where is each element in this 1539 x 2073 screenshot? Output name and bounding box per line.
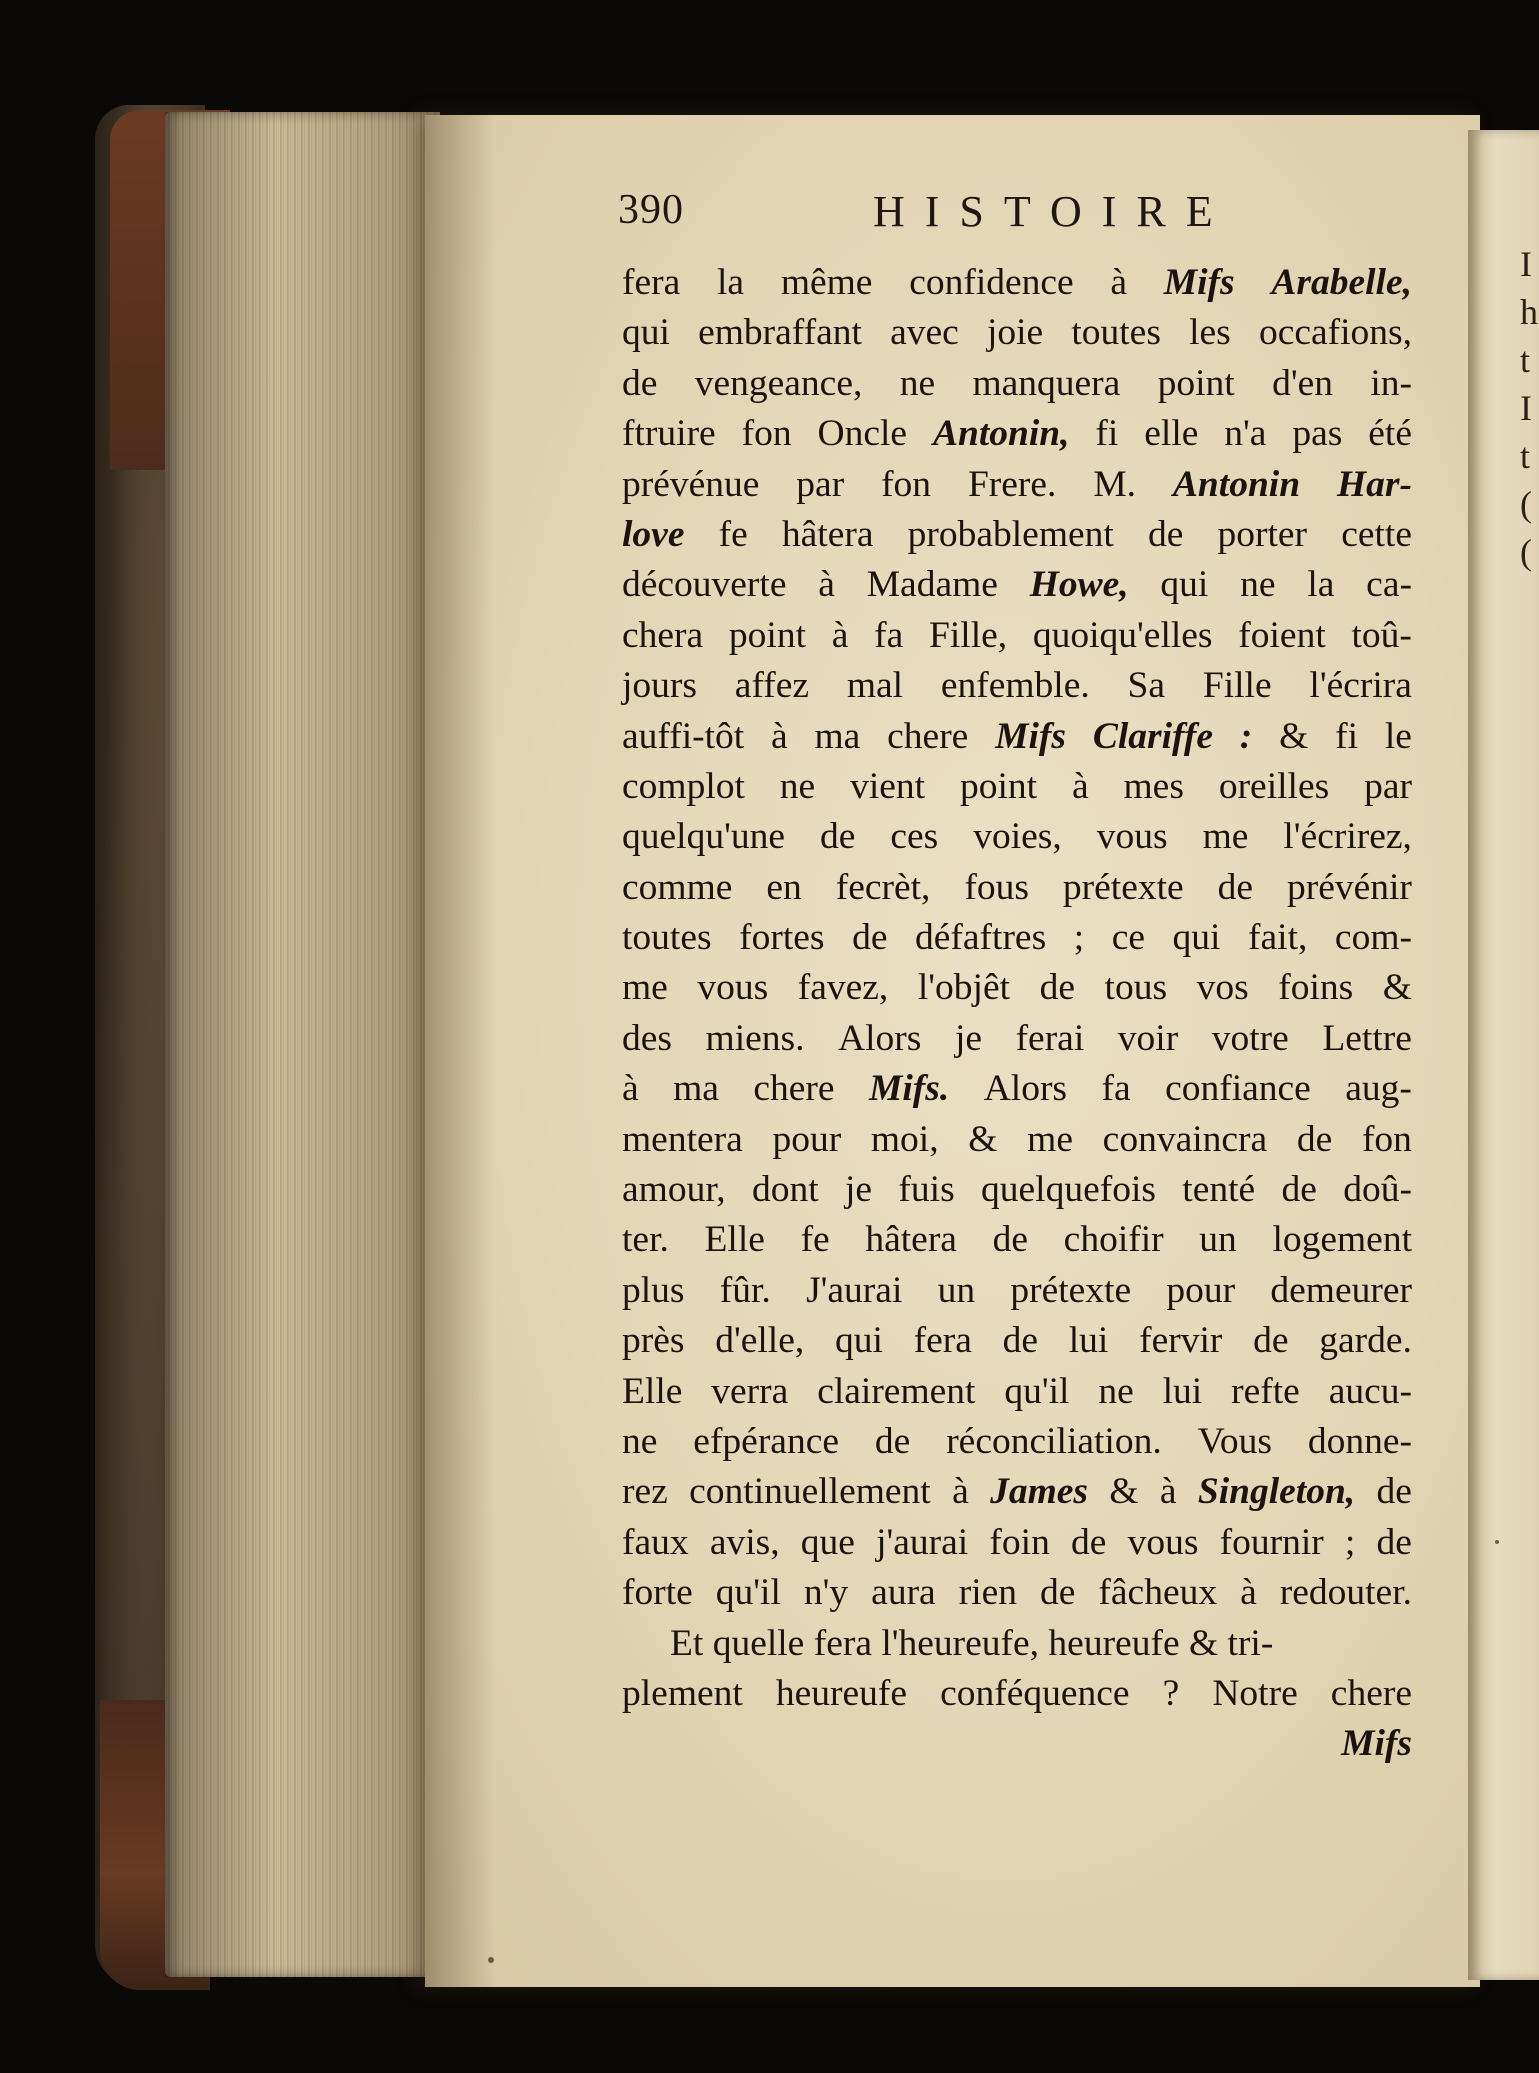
word: Fille, [929,614,1008,656]
word: & [1109,1471,1139,1513]
word: quoiqu'elles [1032,614,1213,656]
text-line [622,611,1412,661]
word: fournir [1219,1521,1324,1563]
word: qu'il [1004,1370,1070,1412]
word: cette [1341,513,1412,555]
facing-page-text [1520,240,1539,576]
text-line [622,1266,1412,1316]
word: auffi-tôt [622,715,745,757]
word: avis, [709,1521,780,1563]
word: voies, [973,816,1062,858]
word: clairement [817,1370,976,1412]
word: ma [814,715,861,757]
word: à [1159,1471,1177,1513]
word: à [818,564,835,606]
word: été [1368,413,1412,455]
italic-word: Arabelle, [1271,262,1412,303]
word: Elle [622,1370,683,1412]
word: refte [1231,1370,1300,1412]
word: embraffant [698,312,862,354]
word: enfemble. [940,665,1090,707]
text-line [622,1165,1412,1215]
word: verra [711,1370,789,1412]
word: aucu- [1328,1370,1412,1412]
word: vous [1096,816,1168,858]
word: de [1040,1572,1076,1614]
page-number: 390 [618,187,684,233]
word: fon [741,413,792,455]
word: vous [1127,1521,1199,1563]
word: par [796,463,845,505]
word: jours [622,665,697,707]
word: aug- [1345,1068,1412,1110]
word: je [845,1169,873,1211]
text-line [622,1417,1412,1467]
word: lui [1162,1370,1203,1412]
word: fe [718,513,748,555]
word: toutes [622,917,712,959]
word: & [968,1118,998,1160]
italic-word: Antonin [1172,463,1301,505]
facing-glyph: ( [1520,484,1532,524]
text-segment: Et quelle fera l'heureufe, heureufe & tri- [670,1622,1274,1664]
word: prévénir [1286,866,1412,908]
word: point [1157,362,1235,404]
word: de [874,1420,911,1462]
text-line [622,1367,1412,1417]
word: plus [622,1269,685,1311]
word: à [1240,1572,1257,1614]
text-line [622,963,1412,1013]
word: aura [871,1572,936,1614]
word: garde. [1319,1320,1412,1362]
word: fâcheux [1098,1572,1218,1614]
text-line [622,1316,1412,1366]
text-line [622,863,1412,913]
word: chere [753,1068,835,1110]
facing-glyph: t [1520,436,1531,476]
text-line [622,409,1412,459]
text-line [622,1115,1412,1165]
running-head [618,186,1478,236]
word: Frere. [967,463,1057,505]
ink-spot [488,1957,494,1963]
italic-word: Howe, [1029,564,1129,606]
word: n'a [1224,413,1267,455]
word: affez [734,665,810,707]
word: vengeance, [694,362,863,404]
word: faux [622,1521,689,1563]
word: complot [622,765,745,807]
word: de [1039,967,1075,1009]
word: même [780,262,873,303]
word: ne [622,1420,658,1462]
text-line [622,1215,1412,1265]
word: me [1202,816,1249,858]
running-head-title: HISTOIRE [873,187,1233,236]
facing-glyph: t [1520,340,1531,380]
word: conféquence [940,1672,1130,1714]
text-line [622,1619,1412,1669]
text-line [622,1518,1412,1568]
facing-glyph: ( [1520,532,1532,572]
word: hâtera [865,1219,957,1261]
word: fûr. [719,1269,771,1311]
word: l'objêt [917,967,1011,1009]
word: l'écrira [1309,665,1412,707]
word: qui [834,1320,883,1362]
word: rien [958,1572,1018,1614]
word: mal [846,665,904,707]
word: un [937,1269,976,1311]
word: à [771,715,788,757]
word: des [622,1017,672,1059]
word: amour, [622,1169,726,1211]
word: ne [779,765,816,807]
word: défaftres [915,917,1047,959]
word: fi [1335,715,1359,757]
word: convaincra [1102,1118,1268,1160]
word: en [766,866,802,908]
word: fon [1361,1118,1412,1160]
word: M. [1093,463,1137,505]
word: à [1110,262,1128,303]
text-line [622,1719,1412,1769]
word: qui [1172,917,1221,959]
word: qui [622,312,670,354]
word: ce [1111,917,1145,959]
word: fe [800,1219,830,1261]
word: les [1189,312,1231,354]
facing-glyph: I [1520,244,1532,284]
word: vos [1196,967,1249,1009]
word: occafions, [1258,312,1412,354]
word: me [1027,1118,1073,1160]
word: Alors [983,1068,1068,1110]
word: efpérance [693,1420,839,1462]
text-line [622,913,1412,963]
word: demeurer [1270,1269,1412,1311]
word: comme [622,866,733,908]
italic-word: James [990,1471,1088,1513]
text-line [622,661,1412,711]
word: foins [1278,967,1354,1009]
text-line [622,460,1412,510]
word: près [622,1320,685,1362]
word: le [1384,715,1412,757]
word: fortes [739,917,825,959]
word: voir [1117,1017,1179,1059]
word: fait, [1248,917,1308,959]
word: favez, [797,967,889,1009]
word: in- [1370,362,1412,404]
word: chera [622,614,704,656]
word: logement [1272,1219,1412,1261]
text-line [622,510,1412,560]
word: J'aurai [806,1269,903,1311]
word: doû- [1343,1169,1412,1211]
word: Elle [704,1219,765,1261]
word: à [952,1471,969,1513]
word: elle [1144,413,1199,455]
text-line [622,308,1412,358]
word: manquera [972,362,1121,404]
word: la [1307,564,1335,606]
word: vient [850,765,926,807]
word: à [1071,765,1089,807]
word: lui [1068,1320,1109,1362]
word: continuellement [689,1471,931,1513]
word: chere [887,715,969,757]
word: pas [1292,413,1343,455]
word: pour [772,1118,842,1160]
word: de [1147,513,1184,555]
italic-word: Mifs. [869,1068,950,1110]
word: heureufe [775,1672,908,1714]
word: Notre [1212,1672,1298,1714]
text-line [622,1064,1412,1114]
word: prétexte [1062,866,1184,908]
word: de [1296,1118,1333,1160]
word: me [622,967,668,1009]
word: dont [752,1169,819,1211]
word: miens. [705,1017,805,1059]
body-text [622,258,1412,1770]
text-line [622,1669,1412,1719]
word: Lettre [1322,1017,1412,1059]
word: Vous [1197,1420,1272,1462]
word: à [831,614,849,656]
word: par [1364,765,1412,807]
word: de [1253,1320,1289,1362]
word: fera [622,262,681,303]
word: mentera [622,1118,743,1160]
word: n'y [803,1572,849,1614]
word: ne [899,362,936,404]
word: de [1376,1471,1412,1513]
word: redouter. [1279,1572,1412,1614]
word: donne- [1307,1420,1412,1462]
word: hâtera [781,513,874,555]
word: avec [890,312,959,354]
word: ; [1073,917,1085,959]
italic-word: Har- [1336,463,1412,505]
word: foin [989,1521,1050,1563]
word: de [852,917,888,959]
word: toutes [1071,312,1161,354]
word: de [819,816,856,858]
word: qui [1160,564,1209,606]
italic-word: Singleton, [1197,1471,1356,1513]
word: prétexte [1010,1269,1132,1311]
text-line [622,258,1412,308]
word: qu'il [715,1572,781,1614]
word: mes [1123,765,1184,807]
word: Sa [1127,665,1166,707]
word: réconciliation. [946,1420,1162,1462]
word: ne [1240,564,1276,606]
word: Alors [838,1017,922,1059]
word: de [622,362,658,404]
word: d'elle, [715,1320,805,1362]
word: de [1376,1521,1412,1563]
word: de [1002,1320,1039,1362]
word: Fille [1202,665,1272,707]
word: confiance [1165,1068,1311,1110]
word: forte [622,1572,693,1614]
word: confidence [909,262,1074,303]
word: pour [1166,1269,1236,1311]
word: fa [874,614,904,656]
word: fon [881,463,932,505]
word: fous [964,866,1029,908]
word: porter [1217,513,1308,555]
italic-word: love [622,513,685,555]
italic-word: : [1239,715,1253,757]
italic-segment: Mifs [1341,1723,1412,1765]
word: ? [1162,1672,1180,1714]
text-line [622,560,1412,610]
word: votre [1211,1017,1289,1059]
word: chere [1330,1672,1412,1714]
word: ftruire [622,413,716,455]
italic-word: Mifs [1163,262,1235,303]
text-line [622,762,1412,812]
italic-word: Antonin, [932,413,1070,455]
word: ; [1344,1521,1356,1563]
word: moi, [870,1118,939,1160]
word: quelqu'une [622,816,785,858]
word: ter. [622,1219,669,1261]
word: ces [890,816,939,858]
text-line [622,1014,1412,1064]
facing-glyph: h [1520,292,1538,332]
word: je [954,1017,983,1059]
word: foient [1238,614,1326,656]
word: & [1279,715,1309,757]
word: ferai [1015,1017,1085,1059]
text-line [622,1467,1412,1517]
word: point [959,765,1038,807]
word: ne [1098,1370,1134,1412]
word: fecrèt, [835,866,931,908]
word: fuis [898,1169,955,1211]
facing-glyph: I [1520,388,1532,428]
word: tous [1104,967,1168,1009]
word: fervir [1139,1320,1223,1362]
word: d'en [1272,362,1333,404]
word: quelquefois [981,1169,1156,1211]
word: tenté [1182,1169,1256,1211]
word: à [622,1068,639,1110]
word: vous [697,967,769,1009]
word: Madame [866,564,998,606]
word: com- [1334,917,1412,959]
word: probablement [907,513,1114,555]
word: oreilles [1218,765,1330,807]
word: de [1071,1521,1107,1563]
word: que [800,1521,855,1563]
text-line [622,812,1412,862]
word: de [992,1219,1029,1261]
word: l'écrirez, [1283,816,1412,858]
word: un [1199,1219,1237,1261]
word: & [1382,967,1412,1009]
text-line [622,1568,1412,1618]
text-line [622,712,1412,762]
italic-word: Clariffe [1092,715,1213,757]
italic-word: Mifs [995,715,1066,757]
word: fera [913,1320,972,1362]
word: fa [1101,1068,1131,1110]
word: fi [1095,413,1119,455]
text-line [622,359,1412,409]
ink-spot [1495,1540,1499,1544]
word: prévénue [622,463,760,505]
word: toû- [1351,614,1412,656]
word: de [1281,1169,1317,1211]
word: Oncle [817,413,908,455]
word: découverte [622,564,787,606]
word: j'aurai [876,1521,969,1563]
word: plement [622,1672,743,1714]
word: joie [986,312,1044,354]
word: ca- [1366,564,1412,606]
word: la [717,262,745,303]
word: point [728,614,806,656]
word: de [1217,866,1254,908]
word: choifir [1063,1219,1164,1261]
word: rez [622,1471,668,1513]
word: ma [673,1068,719,1110]
